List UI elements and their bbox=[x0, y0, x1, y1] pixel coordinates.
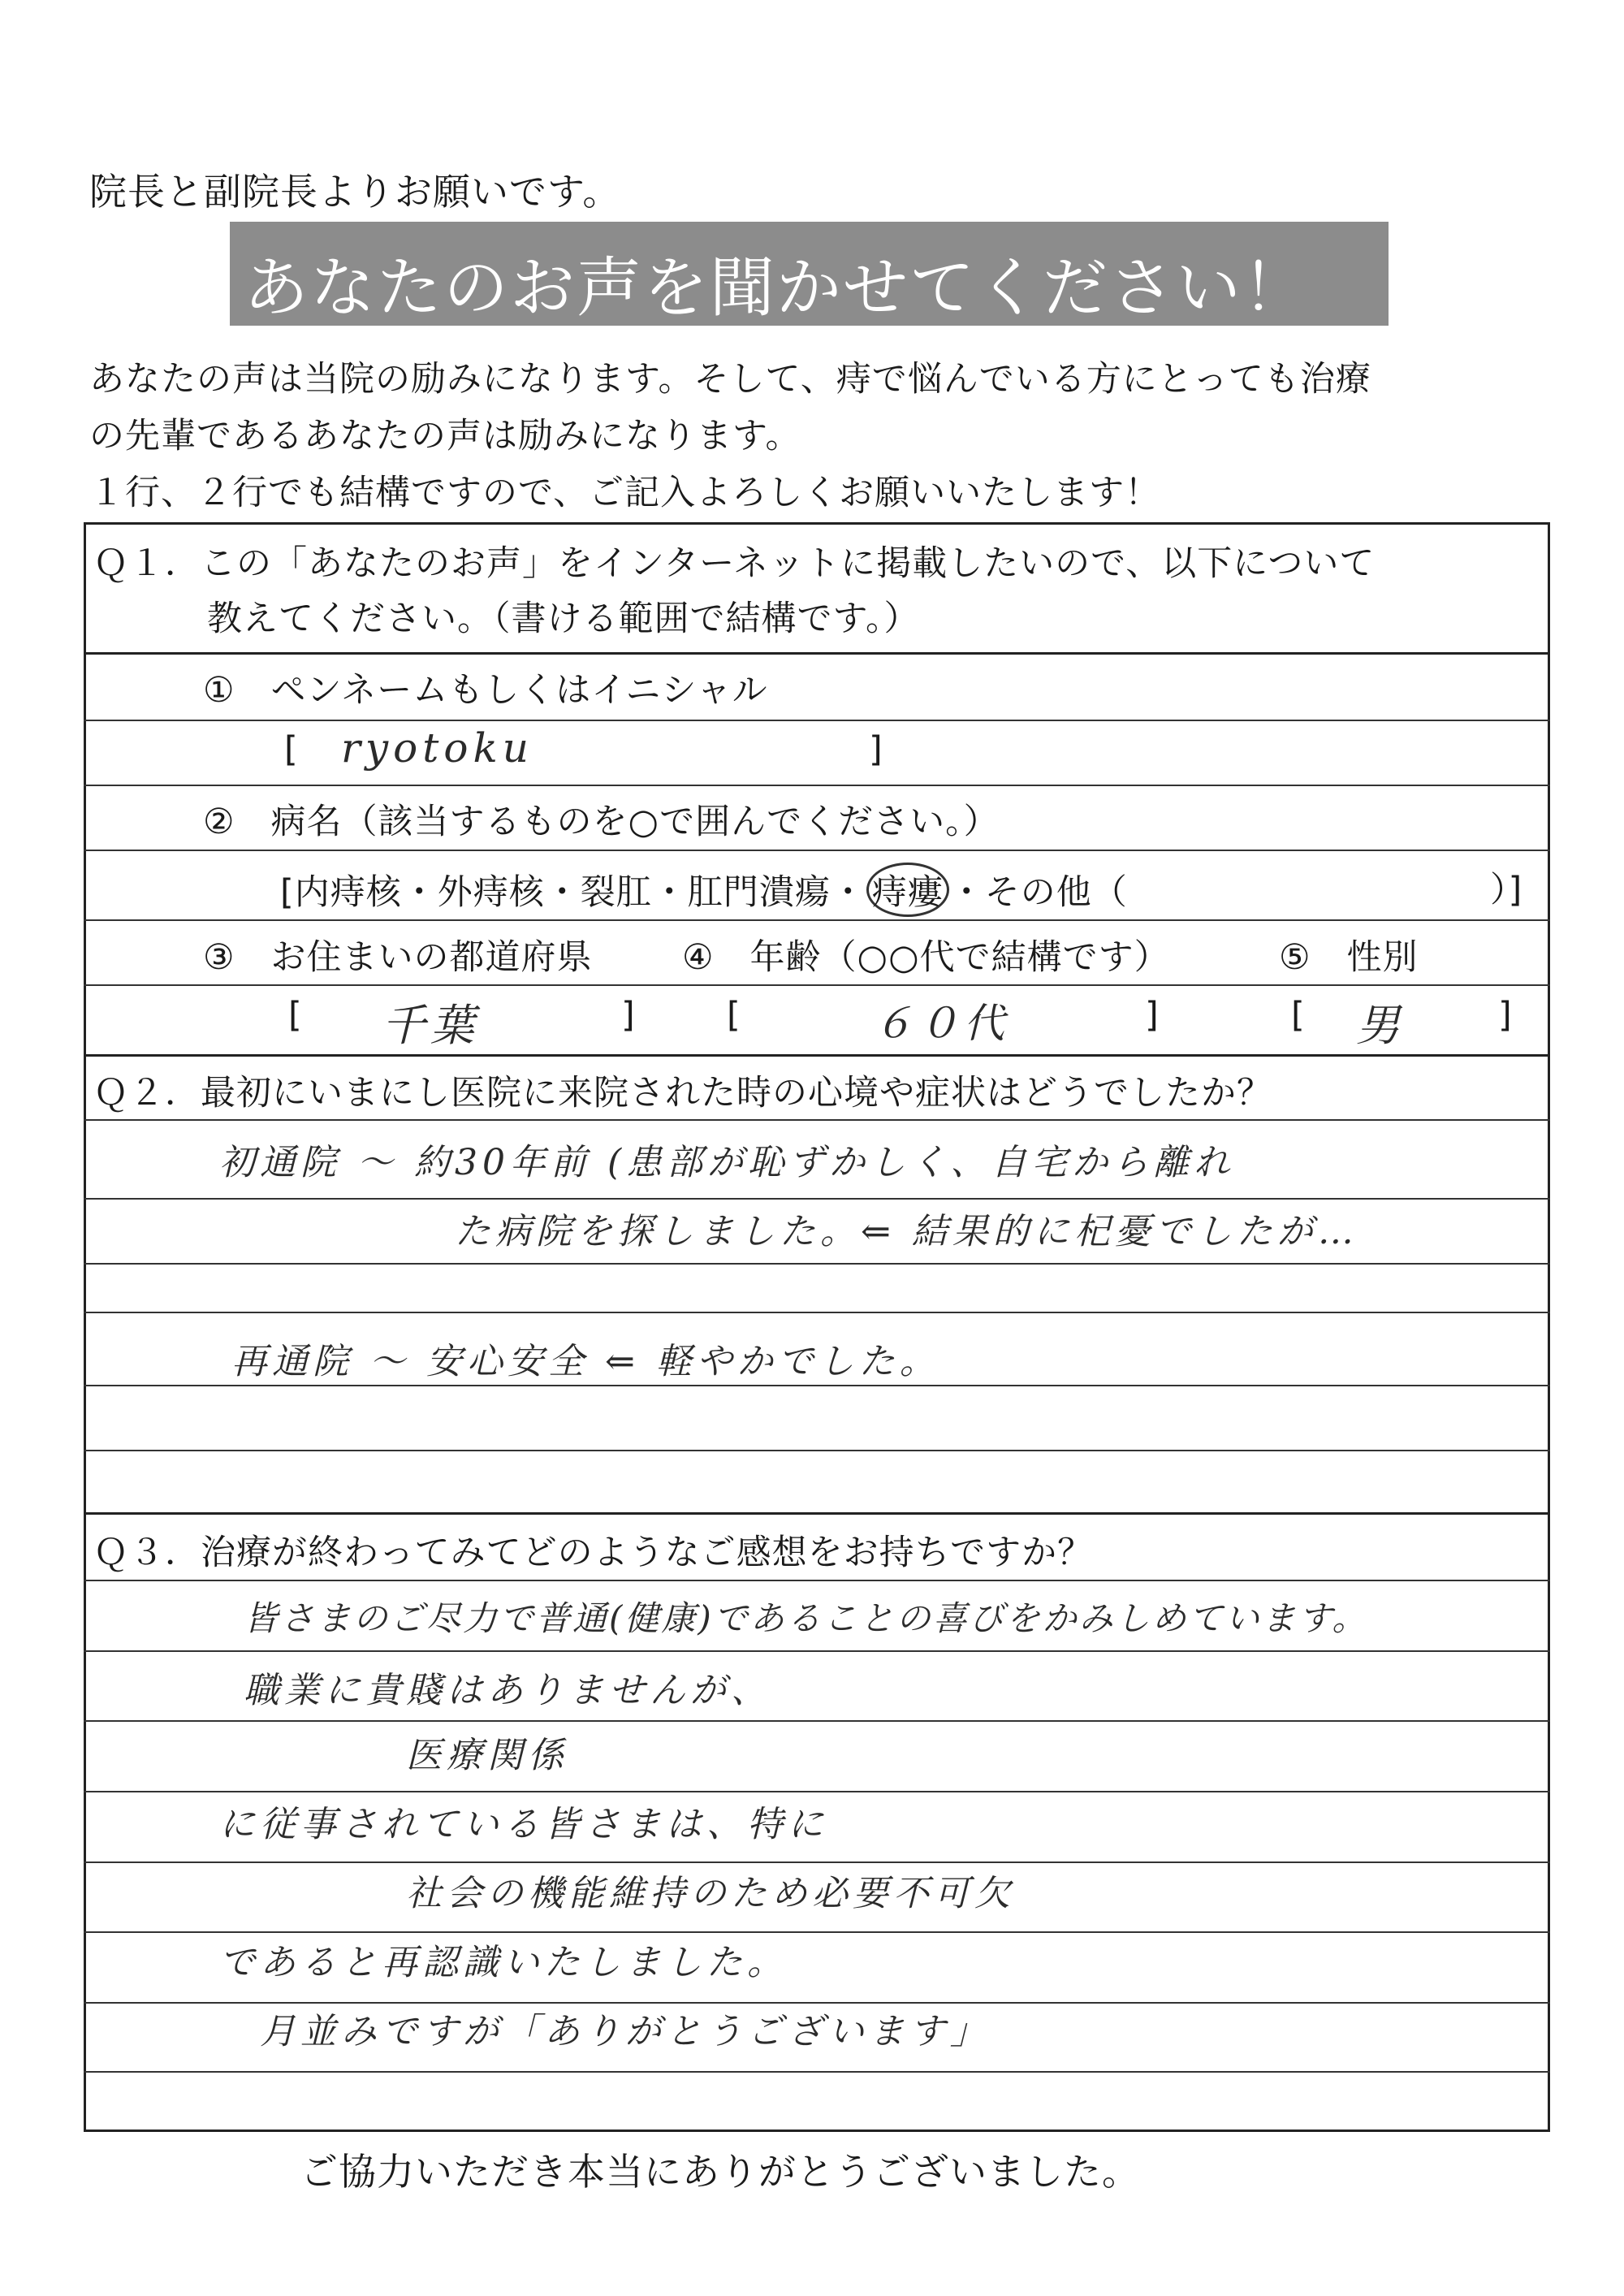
q2-answer-line-2: た病院を探しました。⇐ 結果的に杞憂でしたが… bbox=[455, 1211, 1358, 1252]
rule bbox=[84, 1263, 1550, 1265]
bracket-open: [ bbox=[284, 729, 299, 770]
disease-option-other: その他（ bbox=[984, 872, 1128, 913]
q3-answer-line-4: に従事されている皆さまは、特に bbox=[219, 1804, 828, 1845]
rule bbox=[84, 2071, 1550, 2073]
age-value: ６０代 bbox=[873, 1000, 1009, 1047]
pen-name-label: ① ペンネームもしくはイニシャル bbox=[203, 670, 768, 711]
sex-label: ⑤ 性別 bbox=[1279, 937, 1419, 978]
q3-answer-line-3: 医療関係 bbox=[406, 1735, 568, 1776]
bracket-open: [ bbox=[727, 995, 741, 1036]
disease-option-anal-fissure: 裂肛 bbox=[580, 872, 652, 913]
rule bbox=[84, 1312, 1550, 1313]
q2-question: Ｑ２．最初にいまにし医院に来院された時の心境や症状はどうでしたか？ bbox=[93, 1073, 1272, 1113]
rule bbox=[84, 919, 1550, 921]
age-label: ④ 年齢（○○代で結構です） bbox=[682, 937, 1170, 978]
bracket-close: ] bbox=[869, 729, 883, 770]
q2-answer-line-1: 初通院 ～ 約30年前 (患部が恥ずかしく、自宅から離れ bbox=[219, 1142, 1235, 1183]
q3-answer-line-5: 社会の機能維持のため必要不可欠 bbox=[406, 1873, 1015, 1914]
disease-options: [内痔核・外痔核・裂肛・肛門潰瘍・ 痔瘻 ・その他（ bbox=[280, 863, 1128, 917]
disease-bracket-close: ）] bbox=[1490, 870, 1523, 910]
rule bbox=[84, 785, 1550, 786]
rule bbox=[84, 850, 1550, 851]
rule bbox=[84, 1119, 1550, 1121]
disease-option-external-hemorrhoid: 外痔核 bbox=[437, 872, 545, 913]
disease-option-internal-hemorrhoid: 内痔核 bbox=[294, 872, 402, 913]
request-line: 院長と副院長よりお願いです。 bbox=[89, 170, 621, 214]
q1-question-line-2: 教えてください。（書ける範囲で結構です。） bbox=[207, 599, 920, 639]
disease-bracket-open: [ bbox=[280, 872, 295, 913]
disease-label: ② 病名（該当するものを○で囲んでください。） bbox=[203, 802, 1000, 842]
bracket-open: [ bbox=[1291, 995, 1306, 1036]
page-title: あなたのお声を聞かせてください！ bbox=[244, 250, 1309, 326]
bracket-close: ] bbox=[1498, 995, 1513, 1036]
rule bbox=[84, 652, 1550, 655]
rule bbox=[84, 1861, 1550, 1863]
disease-option-anal-ulcer: 肛門潰瘍 bbox=[687, 872, 831, 913]
rule bbox=[84, 1512, 1550, 1515]
intro-line-3: １行、２行でも結構ですので、ご記入よろしくお願いいたします！ bbox=[89, 473, 1161, 513]
q3-answer-line-1: 皆さまのご尽力で普通(健康)であることの喜びをかみしめています。 bbox=[244, 1598, 1369, 1638]
q3-question: Ｑ３．治療が終わってみてどのようなご感想をお持ちですか？ bbox=[93, 1533, 1094, 1573]
q2-answer-line-3: 再通院 ～ 安心安全 ⇐ 軽やかでした。 bbox=[231, 1341, 940, 1382]
pen-name-value: ryotoku bbox=[341, 724, 533, 772]
q3-answer-line-6: であると再認識いたしました。 bbox=[219, 1942, 788, 1983]
rule bbox=[84, 984, 1550, 986]
intro-line-2: の先輩であるあなたの声は励みになります。 bbox=[89, 416, 801, 456]
rule bbox=[84, 1580, 1550, 1581]
rule bbox=[84, 1720, 1550, 1722]
bracket-open: [ bbox=[288, 995, 303, 1036]
bracket-close: ] bbox=[1145, 995, 1160, 1036]
rule bbox=[84, 720, 1550, 721]
rule bbox=[84, 1650, 1550, 1652]
rule bbox=[84, 1385, 1550, 1386]
rule bbox=[84, 1791, 1550, 1792]
prefecture-value: 千葉 bbox=[382, 1000, 479, 1051]
prefecture-label: ③ お住まいの都道府県 bbox=[203, 937, 593, 978]
rule bbox=[84, 1198, 1550, 1200]
q3-answer-line-7: 月並みですが「ありがとうございます」 bbox=[260, 2011, 991, 2052]
footer-thanks: ご協力いただき本当にありがとうございました。 bbox=[300, 2150, 1140, 2194]
disease-option-anal-fistula-circled: 痔瘻 bbox=[866, 863, 949, 917]
sex-value: 男 bbox=[1356, 1000, 1405, 1051]
q3-answer-line-2: 職業に貴賤はありませんが、 bbox=[244, 1670, 771, 1711]
intro-line-1: あなたの声は当院の励みになります。そして、痔で悩んでいる方にとっても治療 bbox=[89, 359, 1371, 400]
rule bbox=[84, 1450, 1550, 1451]
rule bbox=[84, 1054, 1550, 1057]
q1-question-line-1: Ｑ１．この「あなたのお声」をインターネットに掲載したいので、以下について bbox=[93, 543, 1376, 584]
bracket-close: ] bbox=[621, 995, 636, 1036]
